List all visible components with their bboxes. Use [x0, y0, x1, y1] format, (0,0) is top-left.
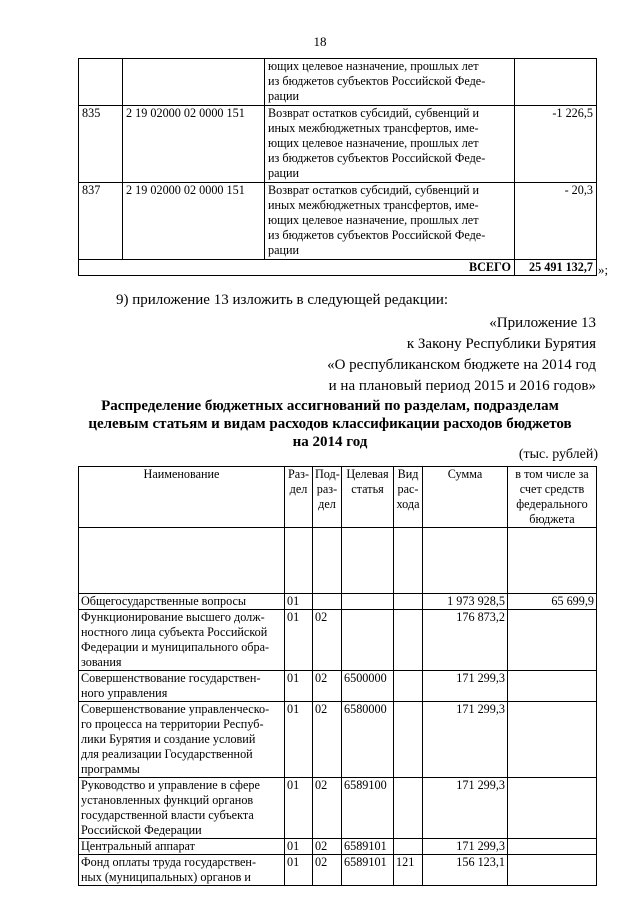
- table-row: [79, 610, 597, 671]
- row-vid: [394, 778, 423, 839]
- row-vid: 121: [394, 855, 423, 886]
- table-row: [79, 594, 597, 610]
- name-line: Общегосударственные вопросы: [81, 594, 247, 608]
- appendix-line: «О республиканском бюджете на 2014 год: [327, 357, 596, 373]
- units-label: (тыс. рублей): [518, 447, 598, 462]
- description-line: Возврат остатков субсидий, субвенций и: [268, 105, 480, 120]
- row-federal: [508, 610, 597, 671]
- row-number: 837: [79, 182, 123, 259]
- name-line: для реализации Государственной: [81, 747, 253, 761]
- page-number: 18: [313, 34, 327, 49]
- total-label: ВСЕГО: [79, 259, 515, 275]
- row-podrazdel: 02: [313, 855, 342, 886]
- table-row: [79, 778, 597, 839]
- row-name: [79, 702, 285, 778]
- description-line: из бюджетов субъектов Российской Феде-: [268, 228, 486, 243]
- header-spacer-row: [79, 528, 597, 594]
- header-summa: Сумма: [423, 467, 508, 528]
- row-number: 835: [79, 105, 123, 182]
- row-code: 2 19 02000 02 0000 151: [123, 182, 265, 259]
- row-number: [79, 59, 123, 106]
- name-line: ного управления: [81, 686, 168, 700]
- description-line: Возврат остатков субсидий, субвенций и: [268, 182, 480, 197]
- header-statya: Целевая статья: [342, 467, 394, 528]
- description-line: иных межбюджетных трансфертов, име-: [268, 197, 479, 212]
- name-line: ностного лица субъекта Российской: [81, 625, 268, 639]
- row-razdel: 01: [285, 610, 313, 671]
- name-line: Совершенствование государствен-: [81, 671, 261, 685]
- row-statya: 6580000: [342, 702, 394, 778]
- title-line: Распределение бюджетных ассигнований по разделам, подразделам: [101, 398, 559, 414]
- row-summa: 176 873,2: [423, 610, 508, 671]
- description-line: рации: [268, 166, 300, 181]
- row-statya: 6500000: [342, 671, 394, 702]
- name-line: ных (муниципальных) органов и: [81, 870, 251, 884]
- row-summa: 171 299,3: [423, 702, 508, 778]
- budget-allocation-table: [78, 466, 597, 886]
- appendix-line: и на плановый период 2015 и 2016 годов»: [328, 378, 596, 394]
- row-podrazdel: 02: [313, 702, 342, 778]
- row-federal: 65 699,9: [508, 594, 597, 610]
- name-line: Российской Федерации: [81, 823, 202, 837]
- row-podrazdel: 02: [313, 839, 342, 855]
- header-name: Наименование: [79, 467, 285, 528]
- name-line: Совершенствование управленческо-: [81, 702, 270, 716]
- description-line: ющих целевое назначение, прошлых лет: [268, 136, 479, 151]
- description-line: рации: [268, 89, 300, 104]
- appendix-line: к Закону Республики Бурятия: [406, 336, 596, 352]
- title-line: на 2014 год: [292, 434, 368, 450]
- row-statya: 6589101: [342, 839, 394, 855]
- name-line: установленных функций органов: [81, 793, 254, 807]
- row-name: [79, 778, 285, 839]
- row-razdel: 01: [285, 702, 313, 778]
- row-code: [123, 59, 265, 106]
- table-row: [79, 839, 597, 855]
- row-name: [79, 855, 285, 886]
- row-podrazdel: 02: [313, 671, 342, 702]
- table-row: [79, 702, 597, 778]
- row-amount: -1 226,5: [515, 105, 597, 182]
- appendix-line: «Приложение 13: [489, 315, 596, 331]
- row-vid: [394, 839, 423, 855]
- row-name: [79, 839, 285, 855]
- header-vid: Вид рас- хода: [394, 467, 423, 528]
- row-federal: [508, 671, 597, 702]
- row-summa: 1 973 928,5: [423, 594, 508, 610]
- description-line: из бюджетов субъектов Российской Феде-: [268, 151, 486, 166]
- amendment-paragraph: 9) приложение 13 изложить в следующей редакции:: [116, 292, 449, 308]
- row-federal: [508, 839, 597, 855]
- row-statya: 6589100: [342, 778, 394, 839]
- appendix-heading: [327, 313, 596, 397]
- row-name: [79, 671, 285, 702]
- row-podrazdel: 02: [313, 610, 342, 671]
- name-line: лики Бурятия и создание условий: [81, 732, 256, 746]
- description-line: ющих целевое назначение, прошлых лет: [268, 59, 479, 73]
- row-federal: [508, 702, 597, 778]
- closing-quote-suffix: »;: [598, 262, 609, 277]
- table-row: [79, 182, 597, 259]
- header-federal: в том числе за счет средств федерального бюджета: [508, 467, 597, 528]
- name-line: государственной власти субъекта: [81, 808, 254, 822]
- row-podrazdel: 02: [313, 778, 342, 839]
- table-row: [79, 855, 597, 886]
- row-vid: [394, 671, 423, 702]
- row-description: [265, 182, 515, 259]
- total-row: [79, 259, 597, 275]
- row-razdel: 01: [285, 839, 313, 855]
- row-code: 2 19 02000 02 0000 151: [123, 105, 265, 182]
- row-amount: [515, 59, 597, 106]
- row-statya: 6589101: [342, 855, 394, 886]
- table-header-row: [79, 467, 597, 528]
- row-summa: 171 299,3: [423, 839, 508, 855]
- row-summa: 171 299,3: [423, 778, 508, 839]
- name-line: программы: [81, 762, 140, 776]
- row-vid: [394, 702, 423, 778]
- row-amount: - 20,3: [515, 182, 597, 259]
- row-description: [265, 59, 515, 106]
- row-vid: [394, 594, 423, 610]
- row-name: [79, 594, 285, 610]
- description-line: рации: [268, 243, 300, 258]
- header-podrazdel: Под- раз- дел: [313, 467, 342, 528]
- name-line: Руководство и управление в сфере: [81, 778, 260, 792]
- table-row: [79, 59, 597, 106]
- title-line: целевым статьям и видам расходов классификации расходов бюджетов: [88, 416, 572, 432]
- description-line: иных межбюджетных трансфертов, име-: [268, 120, 479, 135]
- document-title: [70, 397, 590, 451]
- row-podrazdel: [313, 594, 342, 610]
- name-line: Фонд оплаты труда государствен-: [81, 855, 257, 869]
- total-value: 25 491 132,7: [515, 259, 597, 275]
- revenue-table-continuation: [78, 58, 597, 276]
- description-line: из бюджетов субъектов Российской Феде-: [268, 74, 486, 89]
- header-razdel: Раз- дел: [285, 467, 313, 528]
- name-line: зования: [81, 655, 122, 669]
- row-federal: [508, 855, 597, 886]
- table-row: [79, 105, 597, 182]
- row-summa: 171 299,3: [423, 671, 508, 702]
- row-federal: [508, 778, 597, 839]
- row-razdel: 01: [285, 778, 313, 839]
- row-statya: [342, 610, 394, 671]
- row-summa: 156 123,1: [423, 855, 508, 886]
- table-row: [79, 671, 597, 702]
- row-vid: [394, 610, 423, 671]
- name-line: го процесса на территории Респуб-: [81, 717, 264, 731]
- row-name: [79, 610, 285, 671]
- name-line: Функционирование высшего долж-: [81, 610, 265, 624]
- row-razdel: 01: [285, 671, 313, 702]
- name-line: Центральный аппарат: [81, 839, 195, 853]
- description-line: ющих целевое назначение, прошлых лет: [268, 213, 479, 228]
- row-razdel: 01: [285, 855, 313, 886]
- row-razdel: 01: [285, 594, 313, 610]
- name-line: Федерации и муниципального обра-: [81, 640, 270, 654]
- row-statya: [342, 594, 394, 610]
- row-description: [265, 105, 515, 182]
